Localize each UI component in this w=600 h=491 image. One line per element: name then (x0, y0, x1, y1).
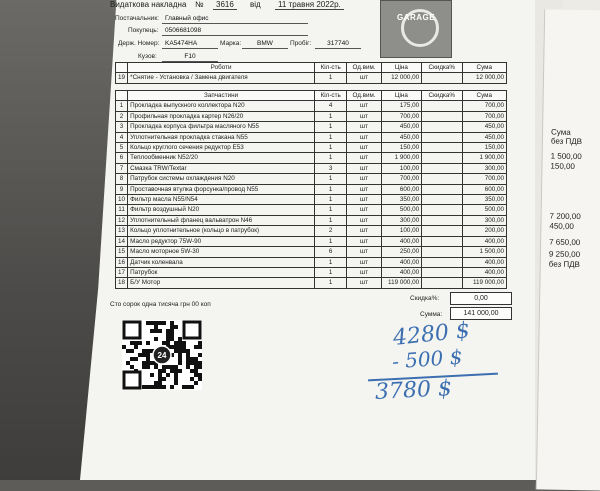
cell-num: 3 (116, 122, 128, 132)
works-table (115, 62, 507, 84)
cell-qty: 4 (315, 101, 347, 111)
right-sheet-line: 7 200,00 (549, 211, 581, 222)
mileage-label: Пробіг: (290, 40, 312, 47)
cell-sum: 200,00 (462, 226, 507, 236)
cell-num: 17 (116, 267, 128, 277)
cell-name: Уплотнительная прокладка стакана N55 (128, 132, 315, 142)
cell-name: Масло редуктор 75W-90 (128, 236, 315, 246)
cell-unit: шт (347, 267, 381, 277)
table-row (116, 267, 507, 277)
cell-name: Датчик коленвала (128, 257, 315, 267)
col-header-unit: Од.вим. (347, 91, 381, 101)
discount-label: Скидка%: (410, 295, 440, 302)
amount-in-words: Сто сорок одна тисяча грн 00 коп (110, 301, 211, 308)
cell-qty: 1 (315, 267, 347, 277)
col-header-parts: Запчастини (128, 91, 315, 101)
table-row (116, 163, 507, 173)
logo-text: GARAGE (396, 13, 436, 22)
brand-value: BMW (242, 39, 288, 49)
cell-qty: 1 (315, 195, 347, 205)
supplier-label: Постачальник: (115, 15, 159, 22)
table-row (116, 226, 507, 236)
right-sheet (536, 9, 600, 490)
right-sheet-line: 7 650,00 (549, 237, 581, 248)
cell-num: 7 (116, 163, 128, 173)
qr-badge: 24 (157, 351, 167, 360)
cell-qty: 1 (315, 257, 347, 267)
invoice-number: 3616 (213, 0, 237, 10)
cell-price: 450,00 (381, 122, 421, 132)
cell-price: 250,00 (381, 247, 421, 257)
cell-name: Проставочная втулка форсунка/провод N55 (128, 184, 315, 194)
cell-unit: шт (347, 278, 381, 288)
qr-code (122, 320, 202, 390)
table-row (116, 184, 507, 194)
cell-sum: 1 500,00 (462, 247, 507, 257)
cell-name: *Снятие - Установка / Замена двигателя (128, 73, 315, 83)
col-header-unit: Од.вим. (347, 63, 381, 73)
cell-unit: шт (347, 143, 381, 153)
cell-price: 12 000,00 (381, 73, 421, 83)
cell-price: 700,00 (381, 111, 421, 121)
plate-value: KA5474HA (162, 39, 218, 49)
cell-qty: 1 (315, 215, 347, 225)
col-header-discount: Скидка% (422, 63, 462, 73)
plate-label: Держ. Номер: (118, 40, 160, 47)
cell-price: 350,00 (381, 195, 421, 205)
cell-sum: 600,00 (462, 184, 507, 194)
cell-discount (422, 174, 462, 184)
cell-num: 10 (116, 195, 128, 205)
parts-table-header (116, 91, 507, 101)
parts-table (115, 90, 507, 289)
cell-qty: 1 (315, 111, 347, 121)
invoice-date-label: від (250, 0, 261, 9)
cell-num: 18 (116, 278, 128, 288)
cell-num: 19 (116, 73, 128, 83)
cell-sum: 450,00 (462, 132, 507, 142)
cell-num: 6 (116, 153, 128, 163)
cell-sum: 400,00 (462, 257, 507, 267)
cell-name: Фильтр воздушный N20 (128, 205, 315, 215)
cell-discount (422, 143, 462, 153)
cell-price: 700,00 (381, 174, 421, 184)
col-header-price: Ціна (381, 91, 421, 101)
cell-discount (422, 257, 462, 267)
cell-name: Кольцо круглого сечения редуктор E53 (128, 143, 315, 153)
table-row (116, 122, 507, 132)
cell-name: Масло моторное 5W-30 (128, 247, 315, 257)
cell-name: Б/У Мотор (128, 278, 315, 288)
cell-sum: 450,00 (462, 122, 507, 132)
cell-unit: шт (347, 163, 381, 173)
cell-qty: 1 (315, 153, 347, 163)
table-row (116, 215, 507, 225)
cell-name: Прокладка выпускного коллектора N20 (128, 101, 315, 111)
table-row (116, 278, 507, 288)
sum-value: 141 000,00 (450, 307, 512, 320)
cell-qty: 1 (315, 184, 347, 194)
cell-unit: шт (347, 247, 381, 257)
cell-qty: 1 (315, 143, 347, 153)
cell-num: 9 (116, 184, 128, 194)
cell-discount (422, 278, 462, 288)
cell-qty: 1 (315, 278, 347, 288)
cell-sum: 12 000,00 (462, 73, 507, 83)
cell-sum: 350,00 (462, 195, 507, 205)
cell-sum: 700,00 (462, 101, 507, 111)
cell-name: Фильтр масла N55/N54 (128, 195, 315, 205)
cell-num: 16 (116, 257, 128, 267)
table-row (116, 247, 507, 257)
cell-name: Кольцо уплотнительное (кольцо в патрубок) (128, 226, 315, 236)
cell-sum: 150,00 (462, 143, 507, 153)
cell-discount (422, 215, 462, 225)
supplier-value: Главный офис (162, 14, 308, 24)
cell-price: 450,00 (381, 132, 421, 142)
cell-unit: шт (347, 215, 381, 225)
discount-value: 0,00 (450, 292, 512, 305)
right-sheet-line: без ПДВ (548, 259, 580, 270)
cell-name: Прокладка корпуса фильтра масляного N55 (128, 122, 315, 132)
table-row (116, 205, 507, 215)
col-header-qty: Кіл-сть (315, 91, 347, 101)
col-header-qty: Кіл-сть (315, 63, 347, 73)
cell-price: 1 900,00 (381, 153, 421, 163)
cell-name: Патрубок системы охлаждения N20 (128, 174, 315, 184)
cell-num: 8 (116, 174, 128, 184)
cell-num: 4 (116, 132, 128, 142)
cell-price: 100,00 (381, 163, 421, 173)
cell-price: 400,00 (381, 257, 421, 267)
table-row (116, 143, 507, 153)
cell-price: 150,00 (381, 143, 421, 153)
cell-sum: 119 000,00 (462, 278, 507, 288)
cell-discount (422, 267, 462, 277)
cell-discount (422, 163, 462, 173)
cell-num: 14 (116, 236, 128, 246)
cell-num: 15 (116, 247, 128, 257)
cell-unit: шт (347, 111, 381, 121)
mileage-value: 317740 (315, 39, 361, 49)
cell-price: 300,00 (381, 215, 421, 225)
body-value: F10 (162, 52, 218, 62)
cell-unit: шт (347, 174, 381, 184)
table-row (116, 195, 507, 205)
table-row (116, 111, 507, 121)
cell-num: 13 (116, 226, 128, 236)
cell-name: Патрубок (128, 267, 315, 277)
cell-unit: шт (347, 101, 381, 111)
invoice-date: 11 травня 2022р. (275, 0, 344, 10)
right-sheet-line: 9 250,00 (548, 249, 581, 260)
cell-unit: шт (347, 184, 381, 194)
cell-unit: шт (347, 153, 381, 163)
table-row (116, 236, 507, 246)
cell-price: 500,00 (381, 205, 421, 215)
col-header-sum: Сума (462, 91, 507, 101)
cell-qty: 1 (315, 132, 347, 142)
cell-discount (422, 73, 462, 83)
table-row (116, 257, 507, 267)
cell-qty: 1 (315, 174, 347, 184)
right-sheet-line: 150,00 (550, 161, 576, 171)
right-sheet-line: 1 500,00 (550, 151, 582, 162)
cell-discount (422, 184, 462, 194)
table-row (116, 174, 507, 184)
handwritten-line-1: 4280 $ (391, 318, 472, 351)
cell-name: Теплообменник N52/20 (128, 153, 315, 163)
cell-price: 600,00 (381, 184, 421, 194)
cell-unit: шт (347, 132, 381, 142)
cell-num: 1 (116, 101, 128, 111)
cell-discount (422, 101, 462, 111)
cell-qty: 2 (315, 226, 347, 236)
invoice-title: Видаткова накладна (110, 0, 187, 9)
cell-num: 5 (116, 143, 128, 153)
garage-logo (380, 0, 452, 58)
handwritten-line-2: - 500 $ (391, 344, 464, 374)
cell-unit: шт (347, 195, 381, 205)
cell-qty: 3 (315, 163, 347, 173)
cell-discount (422, 205, 462, 215)
col-header-works: Роботи (128, 63, 315, 73)
table-row (116, 73, 507, 83)
col-header-discount: Скидка% (422, 91, 462, 101)
cell-sum: 300,00 (462, 215, 507, 225)
cell-sum: 700,00 (462, 111, 507, 121)
cell-num: 11 (116, 205, 128, 215)
col-header-num (116, 91, 128, 101)
cell-discount (422, 111, 462, 121)
cell-sum: 700,00 (462, 174, 507, 184)
cell-qty: 1 (315, 73, 347, 83)
cell-discount (422, 236, 462, 246)
right-sheet-line: 450,00 (549, 221, 574, 231)
cell-name: Смазка TRW/Textar (128, 163, 315, 173)
cell-sum: 400,00 (462, 267, 507, 277)
cell-unit: шт (347, 257, 381, 267)
cell-discount (422, 247, 462, 257)
works-table-header (116, 63, 507, 73)
buyer-label: Покупець: (128, 27, 159, 34)
cell-qty: 6 (315, 247, 347, 257)
cell-sum: 400,00 (462, 236, 507, 246)
cell-price: 119 000,00 (381, 278, 421, 288)
cell-discount (422, 132, 462, 142)
cell-discount (422, 195, 462, 205)
cell-unit: шт (347, 73, 381, 83)
col-header-sum: Сума (462, 63, 507, 73)
cell-name: Уплотнительный фланец вальватрон N46 (128, 215, 315, 225)
right-sheet-line: без ПДВ (550, 136, 583, 147)
cell-unit: шт (347, 205, 381, 215)
cell-price: 400,00 (381, 236, 421, 246)
right-sheet-line: Сума (550, 127, 571, 137)
handwritten-line-3: 3780 $ (374, 376, 453, 405)
cell-unit: шт (347, 122, 381, 132)
cell-qty: 1 (315, 122, 347, 132)
col-header-num (116, 63, 128, 73)
cell-sum: 1 900,00 (462, 153, 507, 163)
cell-discount (422, 153, 462, 163)
cell-unit: шт (347, 226, 381, 236)
cell-sum: 300,00 (462, 163, 507, 173)
body-label: Кузов: (138, 53, 157, 60)
cell-price: 100,00 (381, 226, 421, 236)
cell-price: 400,00 (381, 267, 421, 277)
invoice-number-label: № (195, 0, 204, 9)
cell-name: Профильная прокладка картер N26/20 (128, 111, 315, 121)
table-row (116, 153, 507, 163)
cell-price: 175,00 (381, 101, 421, 111)
cell-num: 12 (116, 215, 128, 225)
cell-qty: 1 (315, 236, 347, 246)
cell-qty: 1 (315, 205, 347, 215)
cell-unit: шт (347, 236, 381, 246)
brand-label: Марка: (220, 40, 242, 47)
cell-discount (422, 122, 462, 132)
table-row (116, 101, 507, 111)
sum-label: Сумма: (420, 311, 443, 318)
table-row (116, 132, 507, 142)
cell-num: 2 (116, 111, 128, 121)
col-header-price: Ціна (381, 63, 421, 73)
cell-discount (422, 226, 462, 236)
buyer-value: 0506681098 (162, 26, 308, 36)
cell-sum: 500,00 (462, 205, 507, 215)
